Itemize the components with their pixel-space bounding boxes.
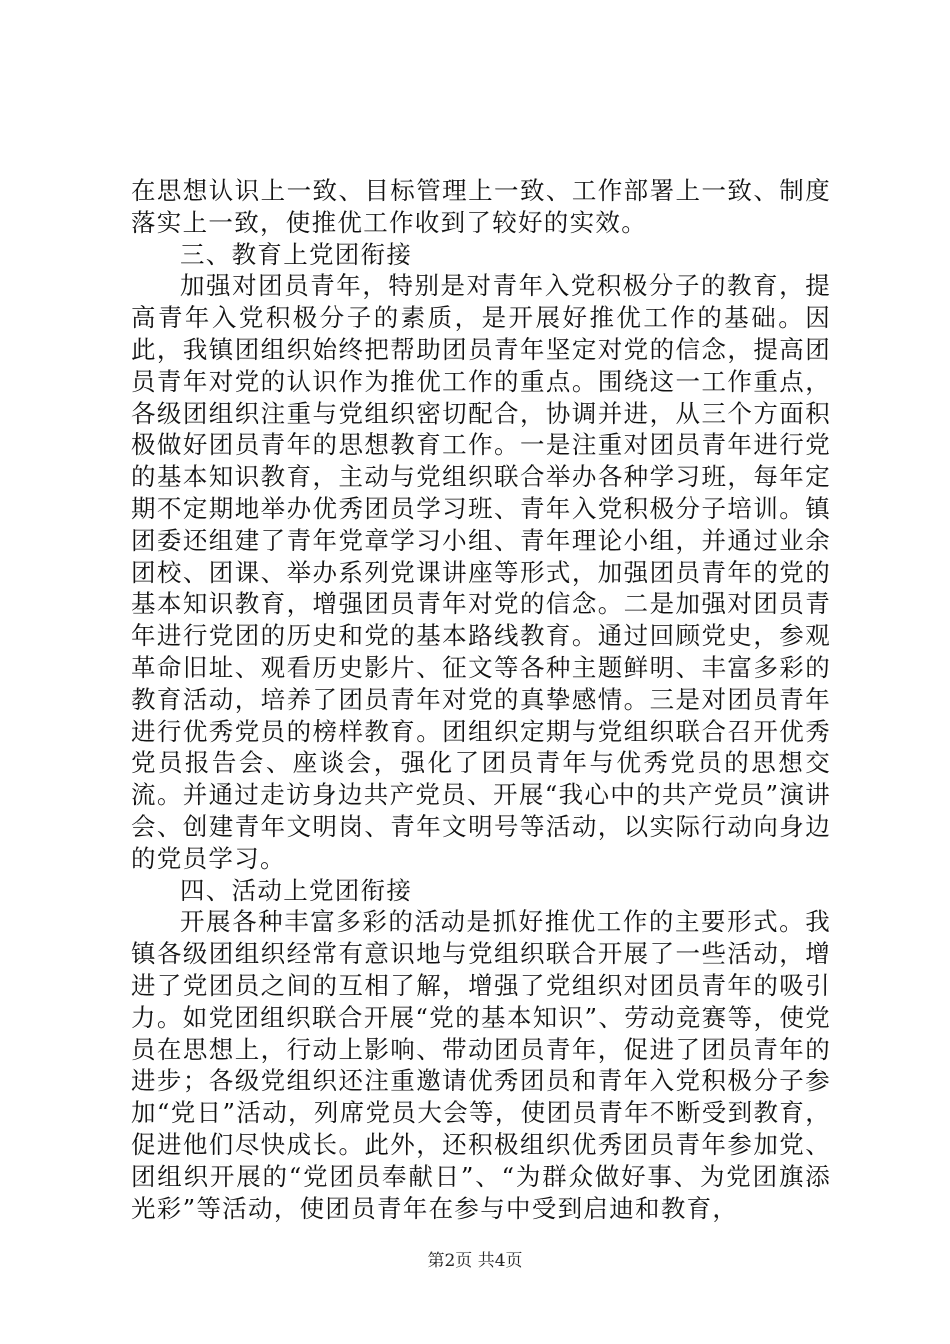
paragraph-continuation: 在思想认识上一致、目标管理上一致、工作部署上一致、制度落实上一致，使推优工作收到了较好的实效。: [131, 176, 831, 237]
page-number-footer: 第2页 共4页: [427, 1251, 523, 1271]
paragraph-activities: 开展各种丰富多彩的活动是抓好推优工作的主要形式。我镇各级团组织经常有意识地与党组织联合开展了一些活动，增进了党团员之间的互相了解，增强了党组织对团员青年的吸引力。如党团组织联合开展“党的基本知识”、劳动竞赛等，使党员在思想上，行动上影响、带动团员青年，促进了团员青年的进步；各级党组织还注重邀请优秀团员和青年入党积极分子参加“党日”活动，列席党员大会等，使团员青年不断受到教育，促进他们尽快成长。此外，还积极组织优秀团员青年参加党、团组织开展的“党团员奉献日”、“为群众做好事、为党团旗添光彩”等活动，使团员青年在参与中受到启迪和教育，: [131, 907, 831, 1223]
section-heading-activities: 四、活动上党团衔接: [180, 875, 413, 905]
document-body: [131, 175, 831, 1224]
paragraph-education: 加强对团员青年，特别是对青年入党积极分子的教育，提高青年入党积极分子的素质，是开展好推优工作的基础。因此，我镇团组织始终把帮助团员青年坚定对党的信念，提高团员青年对党的认识作为推优工作的重点。围绕这一工作重点，各级团组织注重与党组织密切配合，协调并进，从三个方面积极做好团员青年的思想教育工作。一是注重对团员青年进行党的基本知识教育，主动与党组织联合举办各种学习班，每年定期不定期地举办优秀团员学习班、青年入党积极分子培训。镇团委还组建了青年党章学习小组、青年理论小组，并通过业余团校、团课、举办系列党课讲座等形式，加强团员青年的党的基本知识教育，增强团员青年对党的信念。二是加强对团员青年进行党团的历史和党的基本路线教育。通过回顾党史，参观革命旧址、观看历史影片、征文等各种主题鲜明、丰富多彩的教育活动，培养了团员青年对党的真挚感情。三是对团员青年进行优秀党员的榜样教育。团组织定期与党组织联合召开优秀党员报告会、座谈会，强化了团员青年与优秀党员的思想交流。并通过走访身边共产党员、开展“我心中的共产党员”演讲会、创建青年文明岗、青年文明号等活动，以实际行动向身边的党员学习。: [131, 271, 831, 873]
section-heading-education: 三、教育上党团衔接: [180, 239, 413, 269]
